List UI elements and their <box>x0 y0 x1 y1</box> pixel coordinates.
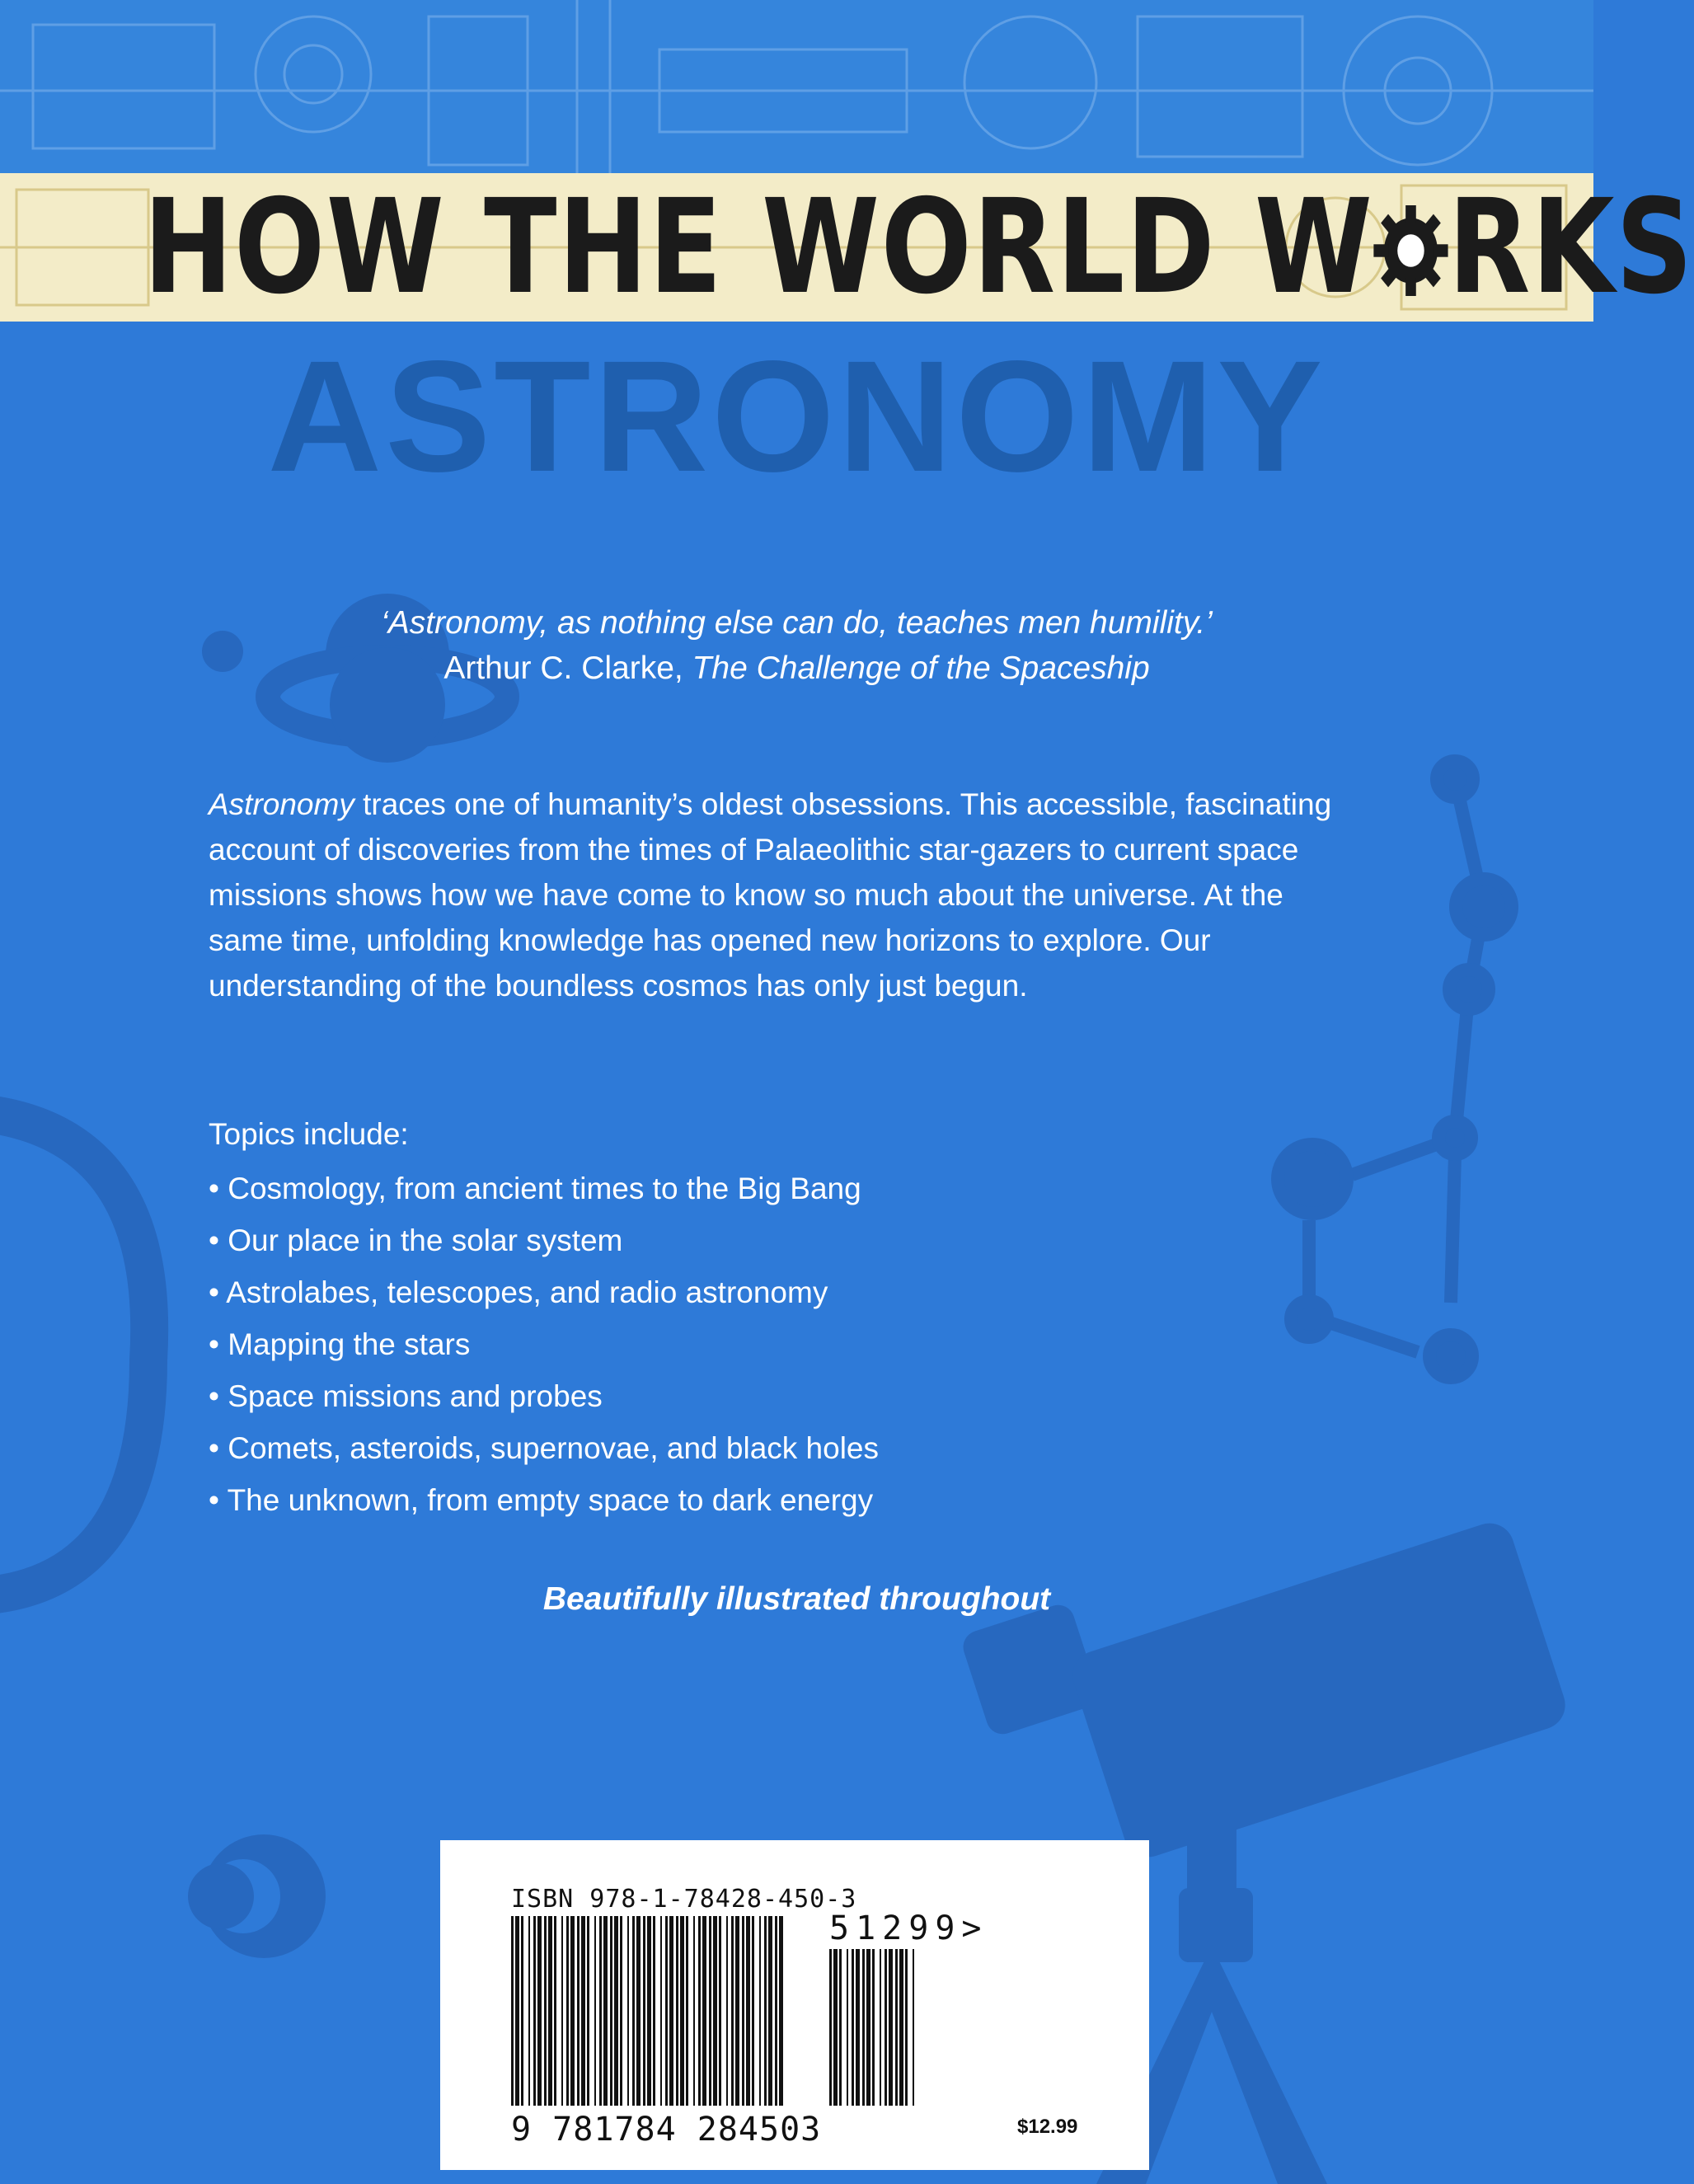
quote-text: ‘Astronomy, as nothing else can do, teaches men humility.’ <box>381 605 1213 641</box>
barcode-bar <box>561 1916 563 2106</box>
list-item: • Mapping the stars <box>209 1318 1363 1370</box>
barcode-bar <box>548 1916 552 2106</box>
barcode-bar <box>764 1916 767 2106</box>
barcode-bar <box>647 1916 651 2106</box>
barcode-bar <box>899 1949 903 2106</box>
series-title-band <box>0 171 1694 323</box>
barcode-bar <box>511 1916 514 2106</box>
barcode-bar <box>643 1916 645 2106</box>
quote-source: The Challenge of the Spaceship <box>692 651 1150 686</box>
price-label: $12.99 <box>1017 2116 1078 2138</box>
barcode-bar <box>614 1916 618 2106</box>
barcode-bar <box>775 1916 777 2106</box>
barcode-bar <box>537 1916 542 2106</box>
series-title: HOW THE WORLD W RKS <box>143 171 1694 323</box>
barcode-bar <box>719 1916 721 2106</box>
barcode-bar <box>709 1916 711 2106</box>
tagline: Beautifully illustrated throughout <box>542 1581 1051 1617</box>
list-item: • Astrolabes, telescopes, and radio astronomy <box>209 1266 1363 1318</box>
barcode-bar <box>880 1949 881 2106</box>
barcode-bar <box>680 1916 684 2106</box>
barcode-bar <box>632 1916 635 2106</box>
barcode-bar <box>866 1949 870 2106</box>
barcode-bar <box>693 1916 695 2106</box>
topics-heading: Topics include: <box>209 1117 409 1151</box>
barcode-bar <box>653 1916 655 2106</box>
barcode-bar <box>594 1916 596 2106</box>
barcode-bar <box>895 1949 898 2106</box>
barcode-bar <box>581 1916 585 2106</box>
barcode-bar <box>889 1949 893 2106</box>
barcode-bar <box>577 1916 580 2106</box>
barcode-bar <box>779 1916 783 2106</box>
blurb-text: traces one of humanity’s oldest obsessions. This accessible, fascinating account of discoveries from the times of Palaeolithic star-gazers to current space missions shows how we have come to know so much about the universe. At the same time, unfolding knowledge has opened new horizons to explore. Our understanding of the boundless cosmos has only just begun. <box>209 787 1332 1003</box>
gear-icon <box>1373 201 1448 300</box>
barcode-bar <box>627 1916 629 2106</box>
barcode-bar <box>566 1916 569 2106</box>
list-item: • Comets, asteroids, supernovae, and black holes <box>209 1422 1363 1474</box>
barcode-bar <box>885 1949 887 2106</box>
list-item: • Cosmology, from ancient times to the Big Bang <box>209 1162 1363 1214</box>
blurb-lead: Astronomy <box>209 787 354 821</box>
book-title: ASTRONOMY <box>267 327 1326 505</box>
barcode-addon: 51299> <box>829 1909 988 1947</box>
barcode-bar <box>521 1916 523 2106</box>
barcode-bar <box>872 1949 875 2106</box>
barcode-bar <box>913 1949 914 2106</box>
barcode-bar <box>862 1949 865 2106</box>
barcode-bar <box>839 1949 842 2106</box>
barcode-bar <box>746 1916 750 2106</box>
blurb-paragraph <box>209 782 1363 1008</box>
barcode-bar <box>686 1916 688 2106</box>
barcode-bar <box>676 1916 678 2106</box>
epigraph <box>0 600 1593 691</box>
barcode-bar <box>752 1916 754 2106</box>
barcode-bar <box>833 1949 838 2106</box>
barcode-bar <box>735 1916 739 2106</box>
quote-attribution <box>0 646 1593 691</box>
quote-author: Arthur C. Clarke, <box>443 651 683 686</box>
barcode-bar <box>856 1949 860 2106</box>
barcode-bar <box>905 1949 908 2106</box>
barcode-bar <box>533 1916 536 2106</box>
barcode-bar <box>544 1916 547 2106</box>
moon-icon <box>188 1834 326 1958</box>
orbit-arc <box>0 1111 149 1597</box>
list-item: • Our place in the solar system <box>209 1214 1363 1266</box>
topics-list <box>209 1162 1363 1526</box>
barcode-bar <box>620 1916 622 2106</box>
list-item: • The unknown, from empty space to dark energy <box>209 1474 1363 1526</box>
barcode-bar <box>528 1916 530 2106</box>
barcode-bar <box>665 1916 668 2106</box>
barcode-bar <box>742 1916 744 2106</box>
barcode-bar <box>829 1949 832 2106</box>
barcode-digits: 9 781784 284503 <box>511 2111 822 2149</box>
barcode-bar <box>554 1916 556 2106</box>
barcode-bar <box>852 1949 854 2106</box>
barcode-bar <box>603 1916 608 2106</box>
isbn-text: ISBN 978-1-78428-450-3 <box>511 1885 857 1914</box>
barcode-bar <box>731 1916 734 2106</box>
barcode-bar <box>847 1949 848 2106</box>
barcode-bar <box>726 1916 728 2106</box>
list-item: • Space missions and probes <box>209 1370 1363 1422</box>
barcode-bar <box>570 1916 575 2106</box>
barcode-bar <box>599 1916 602 2106</box>
barcode-bar <box>759 1916 761 2106</box>
barcode-bar <box>713 1916 717 2106</box>
barcode-bar <box>636 1916 641 2106</box>
barcode-bar <box>515 1916 519 2106</box>
barcode-bar <box>768 1916 772 2106</box>
barcode-bar <box>702 1916 706 2106</box>
barcode-panel <box>440 1840 1149 2170</box>
barcode-bar <box>669 1916 673 2106</box>
barcode-bar <box>698 1916 701 2106</box>
barcode-bar <box>610 1916 612 2106</box>
barcode-bar <box>660 1916 662 2106</box>
barcode-bar <box>587 1916 589 2106</box>
